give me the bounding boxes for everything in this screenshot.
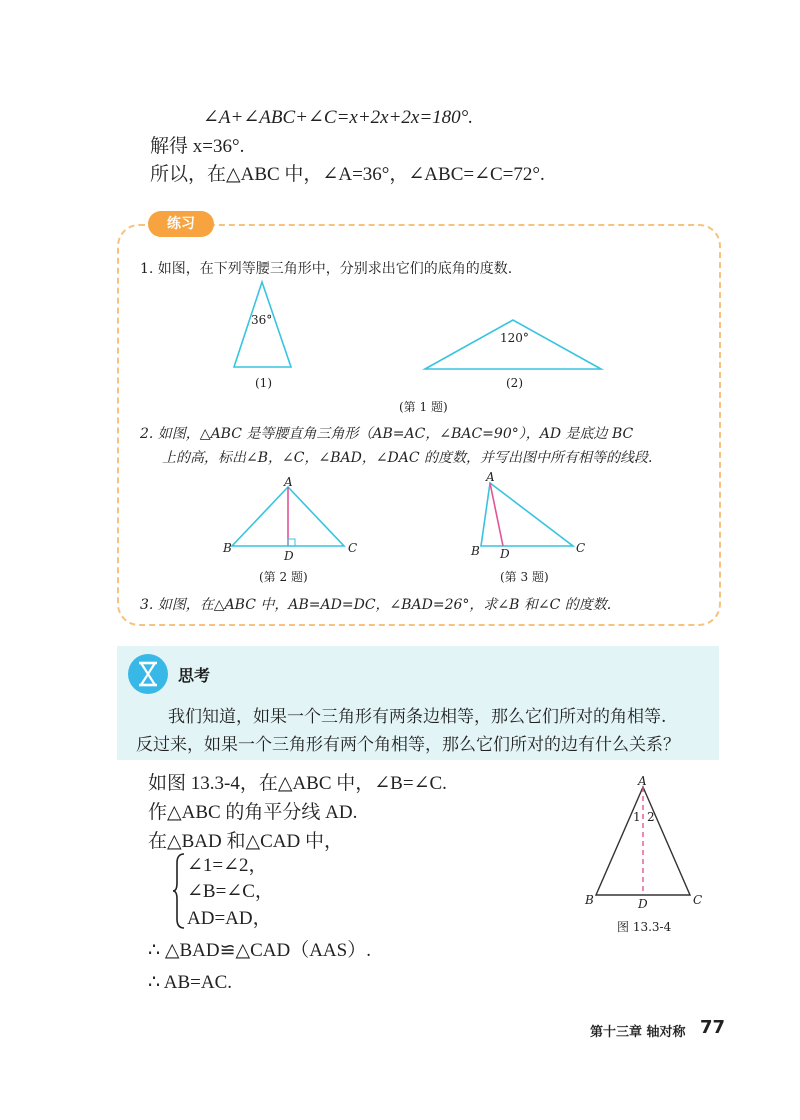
left-brace bbox=[172, 853, 186, 929]
q3-caption: (第 3 题) bbox=[500, 570, 549, 584]
fig1334-label-c: C bbox=[693, 893, 703, 907]
q3-triangle bbox=[481, 483, 573, 546]
practice-tab: 练习 bbox=[148, 211, 214, 237]
q3-label-d: D bbox=[500, 547, 510, 561]
page-number: 77 bbox=[700, 1017, 726, 1038]
q1-figure-label-1: (1) bbox=[255, 376, 272, 390]
q2-label-a: A bbox=[284, 475, 293, 489]
fig1334-angle-1: 1 bbox=[633, 810, 641, 824]
question-2-line-2: 上的高，标出∠B，∠C，∠BAD，∠DAC 的度数，并写出图中所有相等的线段. bbox=[162, 450, 653, 466]
q1-angle-label-a: 36° bbox=[251, 313, 273, 327]
question-3-text: 3. 如图，在△ABC 中，AB=AD=DC，∠BAD=26°，求∠B 和∠C 的度数. bbox=[140, 597, 612, 613]
q2-label-c: C bbox=[348, 541, 358, 555]
q2-right-angle-mark bbox=[288, 539, 295, 546]
q3-segment-ad bbox=[490, 483, 503, 546]
fig1334-label-d: D bbox=[638, 897, 648, 911]
q3-label-a: A bbox=[486, 470, 495, 484]
q2-label-d: D bbox=[284, 549, 294, 563]
proof-therefore-1: ∴ △BAD≌△CAD（AAS）. bbox=[148, 940, 371, 961]
q1-angle-label-b: 120° bbox=[500, 331, 529, 345]
q3-label-b: B bbox=[471, 544, 480, 558]
proof-condition-1: ∠1=∠2， bbox=[187, 855, 268, 876]
q3-label-c: C bbox=[576, 541, 586, 555]
sum-equation: ∠A+∠ABC+∠C=x+2x+2x=180°. bbox=[203, 107, 473, 128]
fig1334-label-a: A bbox=[638, 774, 647, 788]
proof-line-1: 如图 13.3-4，在△ABC 中，∠B=∠C. bbox=[148, 773, 447, 794]
think-line-1: 我们知道，如果一个三角形有两条边相等，那么它们所对的角相等. bbox=[168, 707, 667, 727]
q1-figure-label-2: (2) bbox=[506, 376, 523, 390]
fig1334-label-b: B bbox=[585, 893, 594, 907]
proof-line-2: 作△ABC 的角平分线 AD. bbox=[148, 802, 358, 823]
fig1334-caption: 图 13.3-4 bbox=[617, 920, 672, 934]
proof-line-3: 在△BAD 和△CAD 中， bbox=[148, 831, 343, 852]
solve-line: 解得 x=36°. bbox=[150, 136, 245, 157]
fig1334-angle-2: 2 bbox=[647, 810, 655, 824]
think-line-2: 反过来，如果一个三角形有两个角相等，那么它们所对的边有什么关系？ bbox=[136, 735, 680, 755]
q2-label-b: B bbox=[223, 541, 232, 555]
q2-caption: (第 2 题) bbox=[259, 570, 308, 584]
proof-condition-3: AD=AD， bbox=[187, 908, 272, 929]
proof-condition-2: ∠B=∠C， bbox=[187, 881, 274, 902]
think-title: 思考 bbox=[178, 666, 211, 685]
proof-therefore-2: ∴ AB=AC. bbox=[148, 972, 233, 993]
hourglass-icon bbox=[128, 654, 168, 694]
footer-chapter: 第十三章 轴对称 bbox=[590, 1025, 686, 1040]
question-2-line-1: 2. 如图，△ABC 是等腰直角三角形（AB=AC，∠BAC=90°），AD 是底边 BC bbox=[140, 426, 634, 442]
conclusion-line: 所以，在△ABC 中，∠A=36°，∠ABC=∠C=72°. bbox=[150, 164, 545, 185]
question-1-text: 1. 如图，在下列等腰三角形中，分别求出它们的底角的度数. bbox=[140, 261, 513, 277]
q1-caption: (第 1 题) bbox=[399, 400, 448, 414]
